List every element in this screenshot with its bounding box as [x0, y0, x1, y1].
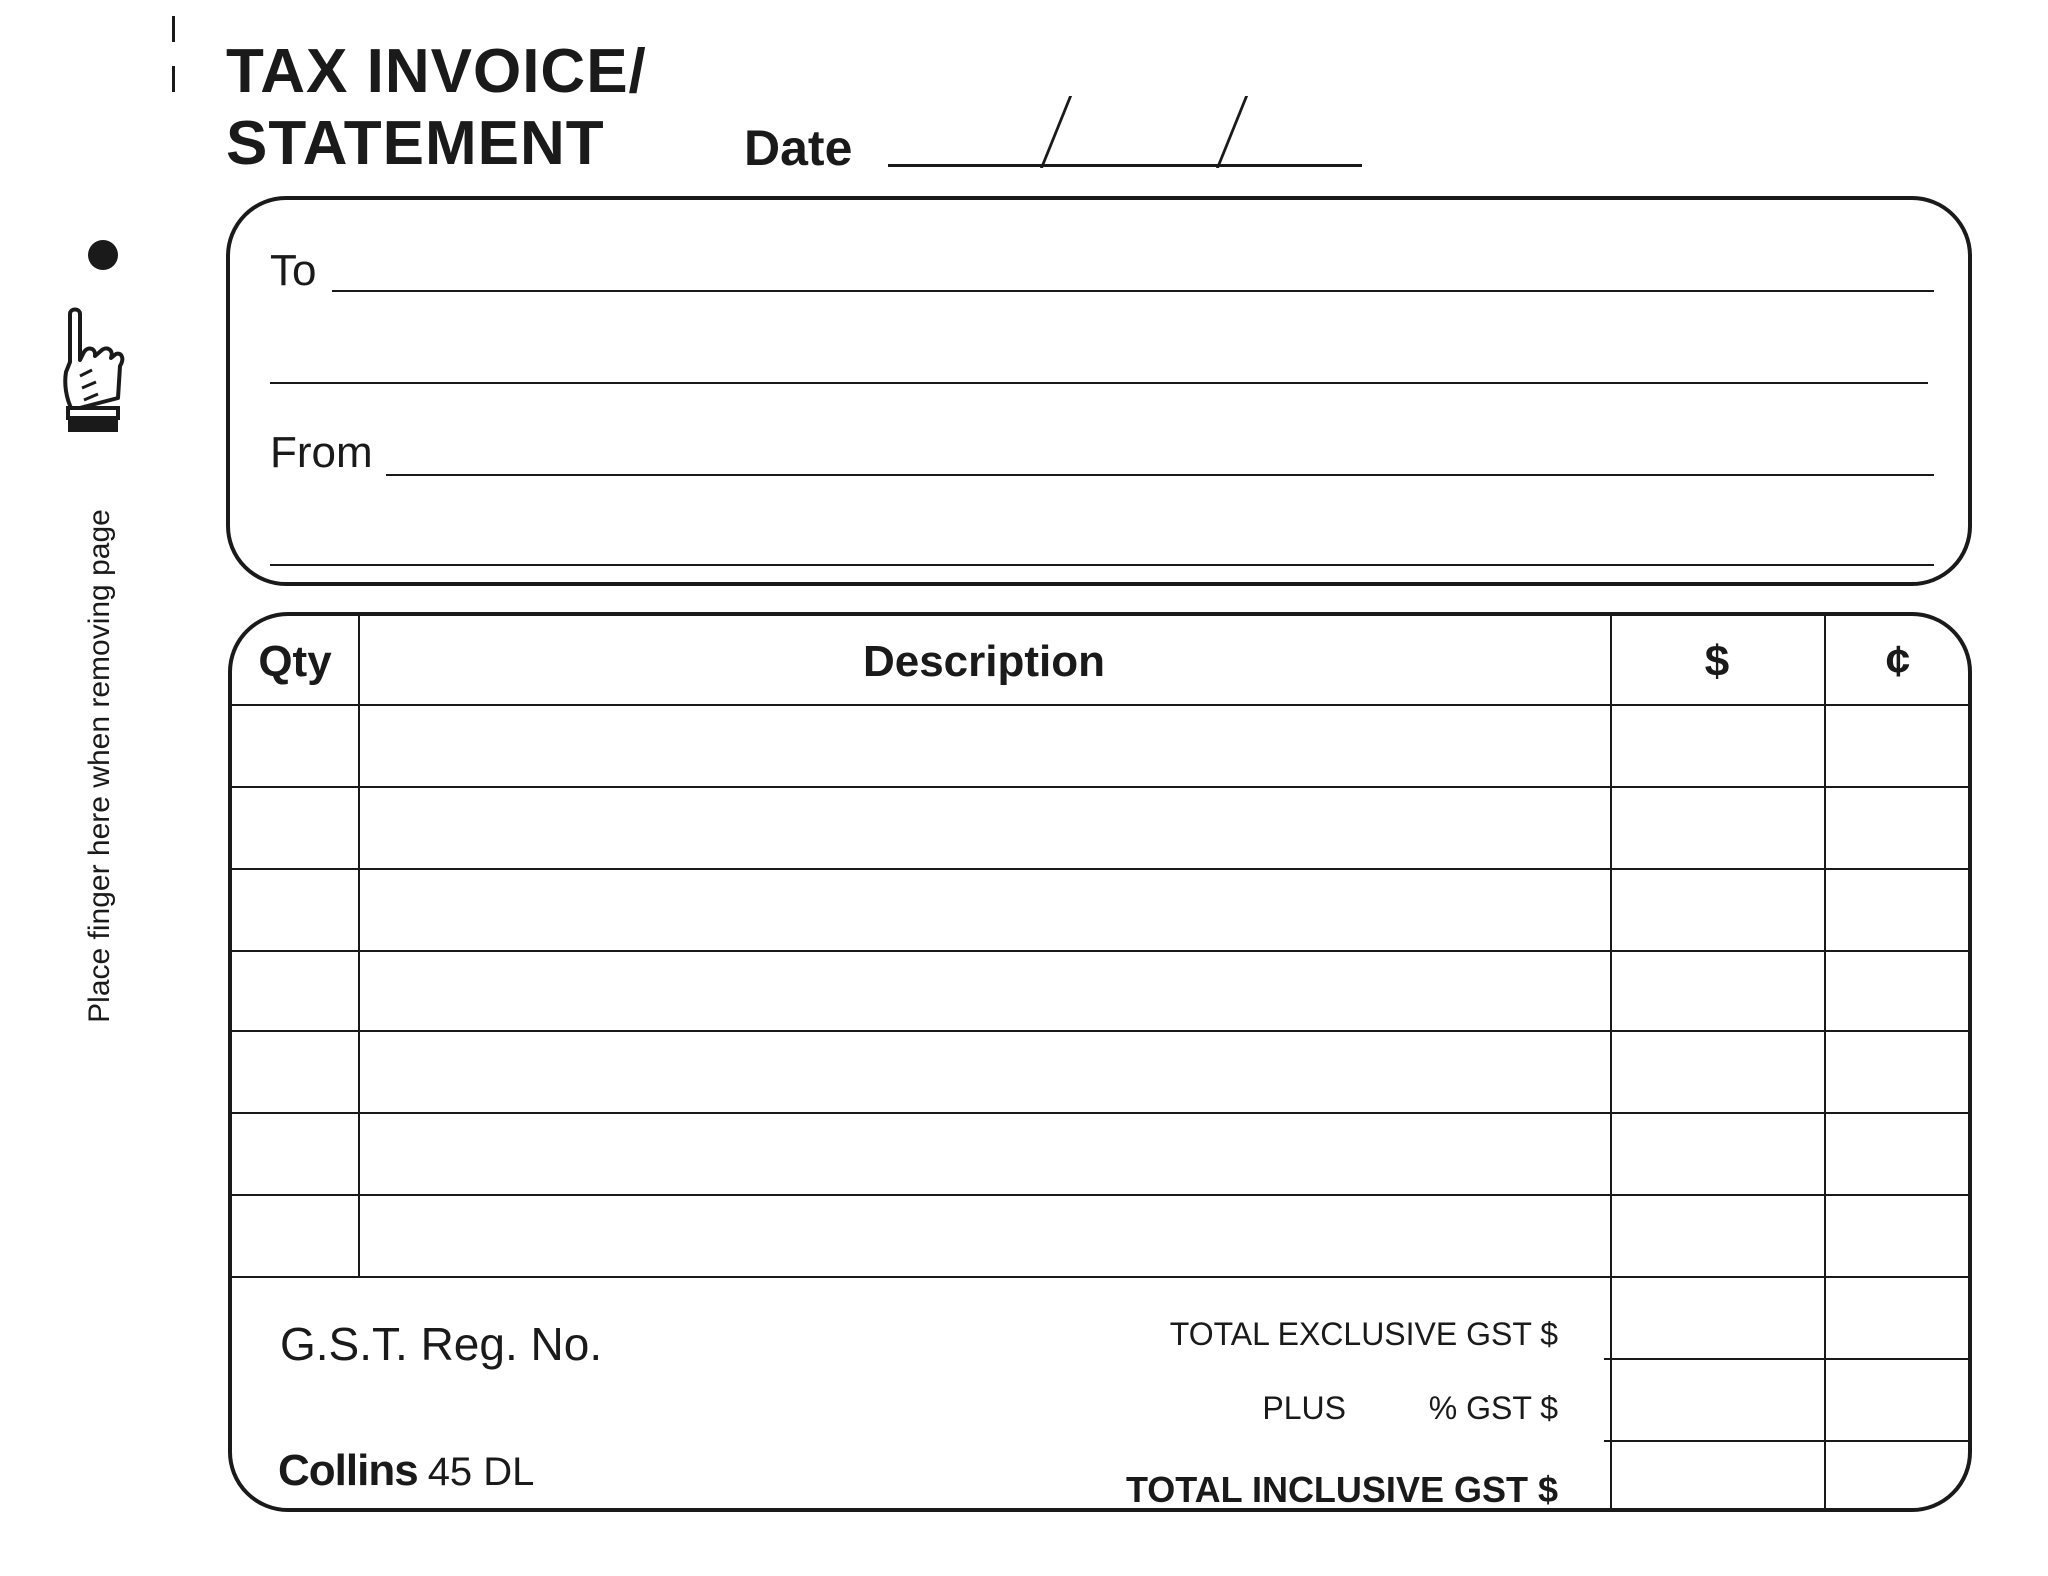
column-header-description: Description — [862, 637, 1106, 686]
from-field-line-2[interactable] — [270, 564, 1934, 566]
from-label: From — [270, 428, 373, 477]
date-separator-2 — [1216, 96, 1248, 168]
table-row[interactable] — [232, 870, 1972, 950]
total-exclusive-gst-label: TOTAL EXCLUSIVE GST $ — [1169, 1316, 1558, 1352]
pointing-finger-icon — [58, 306, 126, 438]
brand-name: Collins — [278, 1446, 418, 1495]
to-field-line-2[interactable] — [270, 382, 1928, 384]
to-label: To — [270, 246, 317, 295]
date-field[interactable] — [888, 164, 1362, 167]
plus-label: PLUS — [1262, 1390, 1346, 1426]
column-header-cents: ¢ — [1885, 637, 1911, 686]
date-separator-1 — [1040, 96, 1072, 168]
table-row[interactable] — [232, 952, 1972, 1030]
finger-placement-instruction: Place finger here when removing page — [83, 509, 116, 1023]
title-line-2: STATEMENT — [226, 109, 605, 178]
table-row[interactable] — [232, 788, 1972, 868]
column-header-qty: Qty — [258, 637, 332, 686]
date-label: Date — [744, 120, 853, 176]
product-code: 45 DL — [427, 1450, 535, 1494]
address-panel — [226, 196, 1972, 586]
brand-mark — [278, 1446, 534, 1496]
table-row[interactable] — [232, 1196, 1972, 1276]
punch-hole-dot — [88, 240, 118, 270]
page-title — [226, 36, 647, 180]
column-header-dollars: $ — [1704, 637, 1730, 686]
table-row[interactable] — [232, 1114, 1972, 1194]
gst-amount-field[interactable] — [1612, 1360, 1972, 1440]
table-row[interactable] — [232, 706, 1972, 786]
total-inclusive-gst-field[interactable] — [1612, 1442, 1972, 1512]
gst-percent-label: % GST $ — [1428, 1390, 1558, 1426]
perforation-mark-top — [172, 16, 175, 42]
to-field-line-1[interactable] — [332, 290, 1934, 292]
gst-reg-label: G.S.T. Reg. No. — [280, 1318, 603, 1370]
line-items-panel — [228, 612, 1972, 1512]
total-exclusive-gst-field[interactable] — [1612, 1278, 1972, 1358]
total-inclusive-gst-label: TOTAL INCLUSIVE GST $ — [1125, 1469, 1558, 1510]
from-field-line-1[interactable] — [386, 474, 1934, 476]
table-row[interactable] — [232, 1032, 1972, 1112]
title-line-1: TAX INVOICE/ — [226, 37, 647, 106]
perforation-mark-bottom — [172, 66, 175, 92]
